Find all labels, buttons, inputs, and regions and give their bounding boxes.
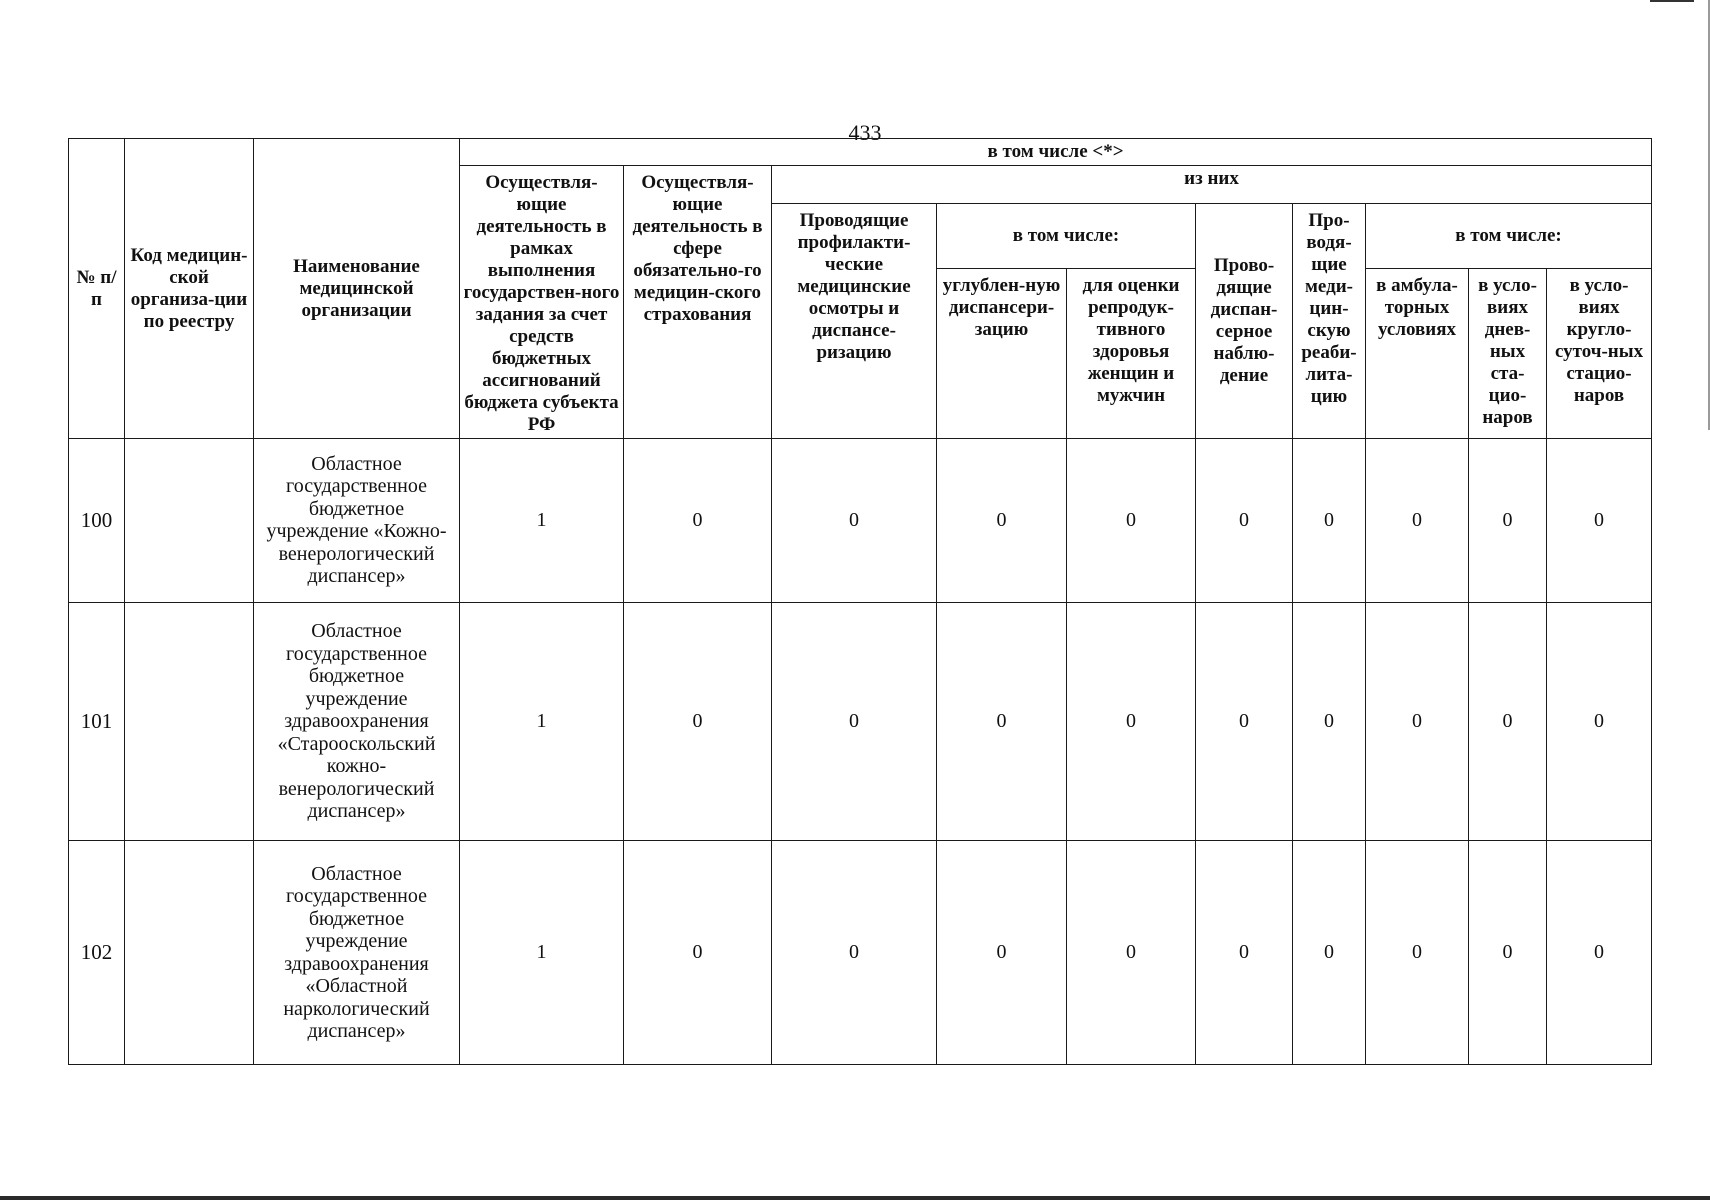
cell-day: 0 — [1469, 841, 1547, 1065]
data-table — [68, 138, 1652, 1065]
header-rehab: Про-водя-щие меди-цин-скую реаби-лита-цию — [1293, 204, 1366, 439]
cell-deep: 0 — [937, 602, 1067, 840]
cell-oms: 0 — [624, 602, 772, 840]
header-day: в усло-виях днев-ных ста-цио-наров — [1469, 269, 1547, 439]
header-num: № п/п — [69, 139, 125, 439]
cell-repro: 0 — [1067, 841, 1196, 1065]
header-round: в усло-виях кругло-суточ-ных стацио-наров — [1547, 269, 1652, 439]
top-rule-mark — [1650, 0, 1694, 2]
cell-repro: 0 — [1067, 602, 1196, 840]
header-incl-top: в том числе <*> — [460, 139, 1652, 166]
scan-bottom-edge — [0, 1196, 1710, 1200]
table-body — [69, 439, 1652, 1065]
cell-name: Областное государственное бюджетное учреждение «Кожно-венерологический диспансер» — [254, 439, 460, 603]
cell-deep: 0 — [937, 439, 1067, 603]
header-prof: Проводящие профилакти-ческие медицинские осмотры и диспансе-ризацию — [772, 204, 937, 439]
header-code: Код медицин-ской организа-ции по реестру — [125, 139, 254, 439]
cell-amb: 0 — [1366, 439, 1469, 603]
cell-disp-obs: 0 — [1196, 841, 1293, 1065]
cell-state-task: 1 — [460, 439, 624, 603]
header-amb: в амбула-торных условиях — [1366, 269, 1469, 439]
cell-prof: 0 — [772, 439, 937, 603]
header-deep: углублен-ную диспансери-зацию — [937, 269, 1067, 439]
header-state-task: Осуществля-ющие деятельность в рамках выполнения государствен-ного задания за счет средств бюджетных ассигнований бюджета субъекта РФ — [460, 166, 624, 439]
header-oms: Осуществля-ющие деятельность в сфере обязательно-го медицин-ского страхования — [624, 166, 772, 439]
cell-code — [125, 841, 254, 1065]
page-number: 433 — [848, 120, 882, 145]
table-row — [69, 602, 1652, 840]
header-disp-obs: Прово-дящие диспан-серное наблю-дение — [1196, 204, 1293, 439]
cell-disp-obs: 0 — [1196, 602, 1293, 840]
header-incl-prof: в том числе: — [937, 204, 1196, 269]
cell-name: Областное государственное бюджетное учреждение здравоохранения «Старооскольский кожно-венерологический диспансер» — [254, 602, 460, 840]
cell-oms: 0 — [624, 439, 772, 603]
cell-day: 0 — [1469, 602, 1547, 840]
cell-rehab: 0 — [1293, 439, 1366, 603]
cell-prof: 0 — [772, 602, 937, 840]
table-row — [69, 841, 1652, 1065]
header-of-them: из них — [772, 166, 1652, 204]
cell-state-task: 1 — [460, 602, 624, 840]
header-repro: для оценки репродук-тивного здоровья женщин и мужчин — [1067, 269, 1196, 439]
cell-round: 0 — [1547, 439, 1652, 603]
cell-prof: 0 — [772, 841, 937, 1065]
cell-rehab: 0 — [1293, 602, 1366, 840]
cell-round: 0 — [1547, 841, 1652, 1065]
cell-num: 100 — [69, 439, 125, 603]
header-incl-rehab: в том числе: — [1366, 204, 1652, 269]
cell-code — [125, 439, 254, 603]
table-row — [69, 439, 1652, 603]
cell-num: 102 — [69, 841, 125, 1065]
cell-deep: 0 — [937, 841, 1067, 1065]
cell-amb: 0 — [1366, 602, 1469, 840]
cell-oms: 0 — [624, 841, 772, 1065]
cell-num: 101 — [69, 602, 125, 840]
cell-day: 0 — [1469, 439, 1547, 603]
header-name: Наименование медицинской организации — [254, 139, 460, 439]
cell-name: Областное государственное бюджетное учреждение здравоохранения «Областной наркологический диспансер» — [254, 841, 460, 1065]
cell-disp-obs: 0 — [1196, 439, 1293, 603]
cell-repro: 0 — [1067, 439, 1196, 603]
cell-code — [125, 602, 254, 840]
table-header — [69, 139, 1652, 439]
cell-round: 0 — [1547, 602, 1652, 840]
cell-amb: 0 — [1366, 841, 1469, 1065]
cell-state-task: 1 — [460, 841, 624, 1065]
cell-rehab: 0 — [1293, 841, 1366, 1065]
